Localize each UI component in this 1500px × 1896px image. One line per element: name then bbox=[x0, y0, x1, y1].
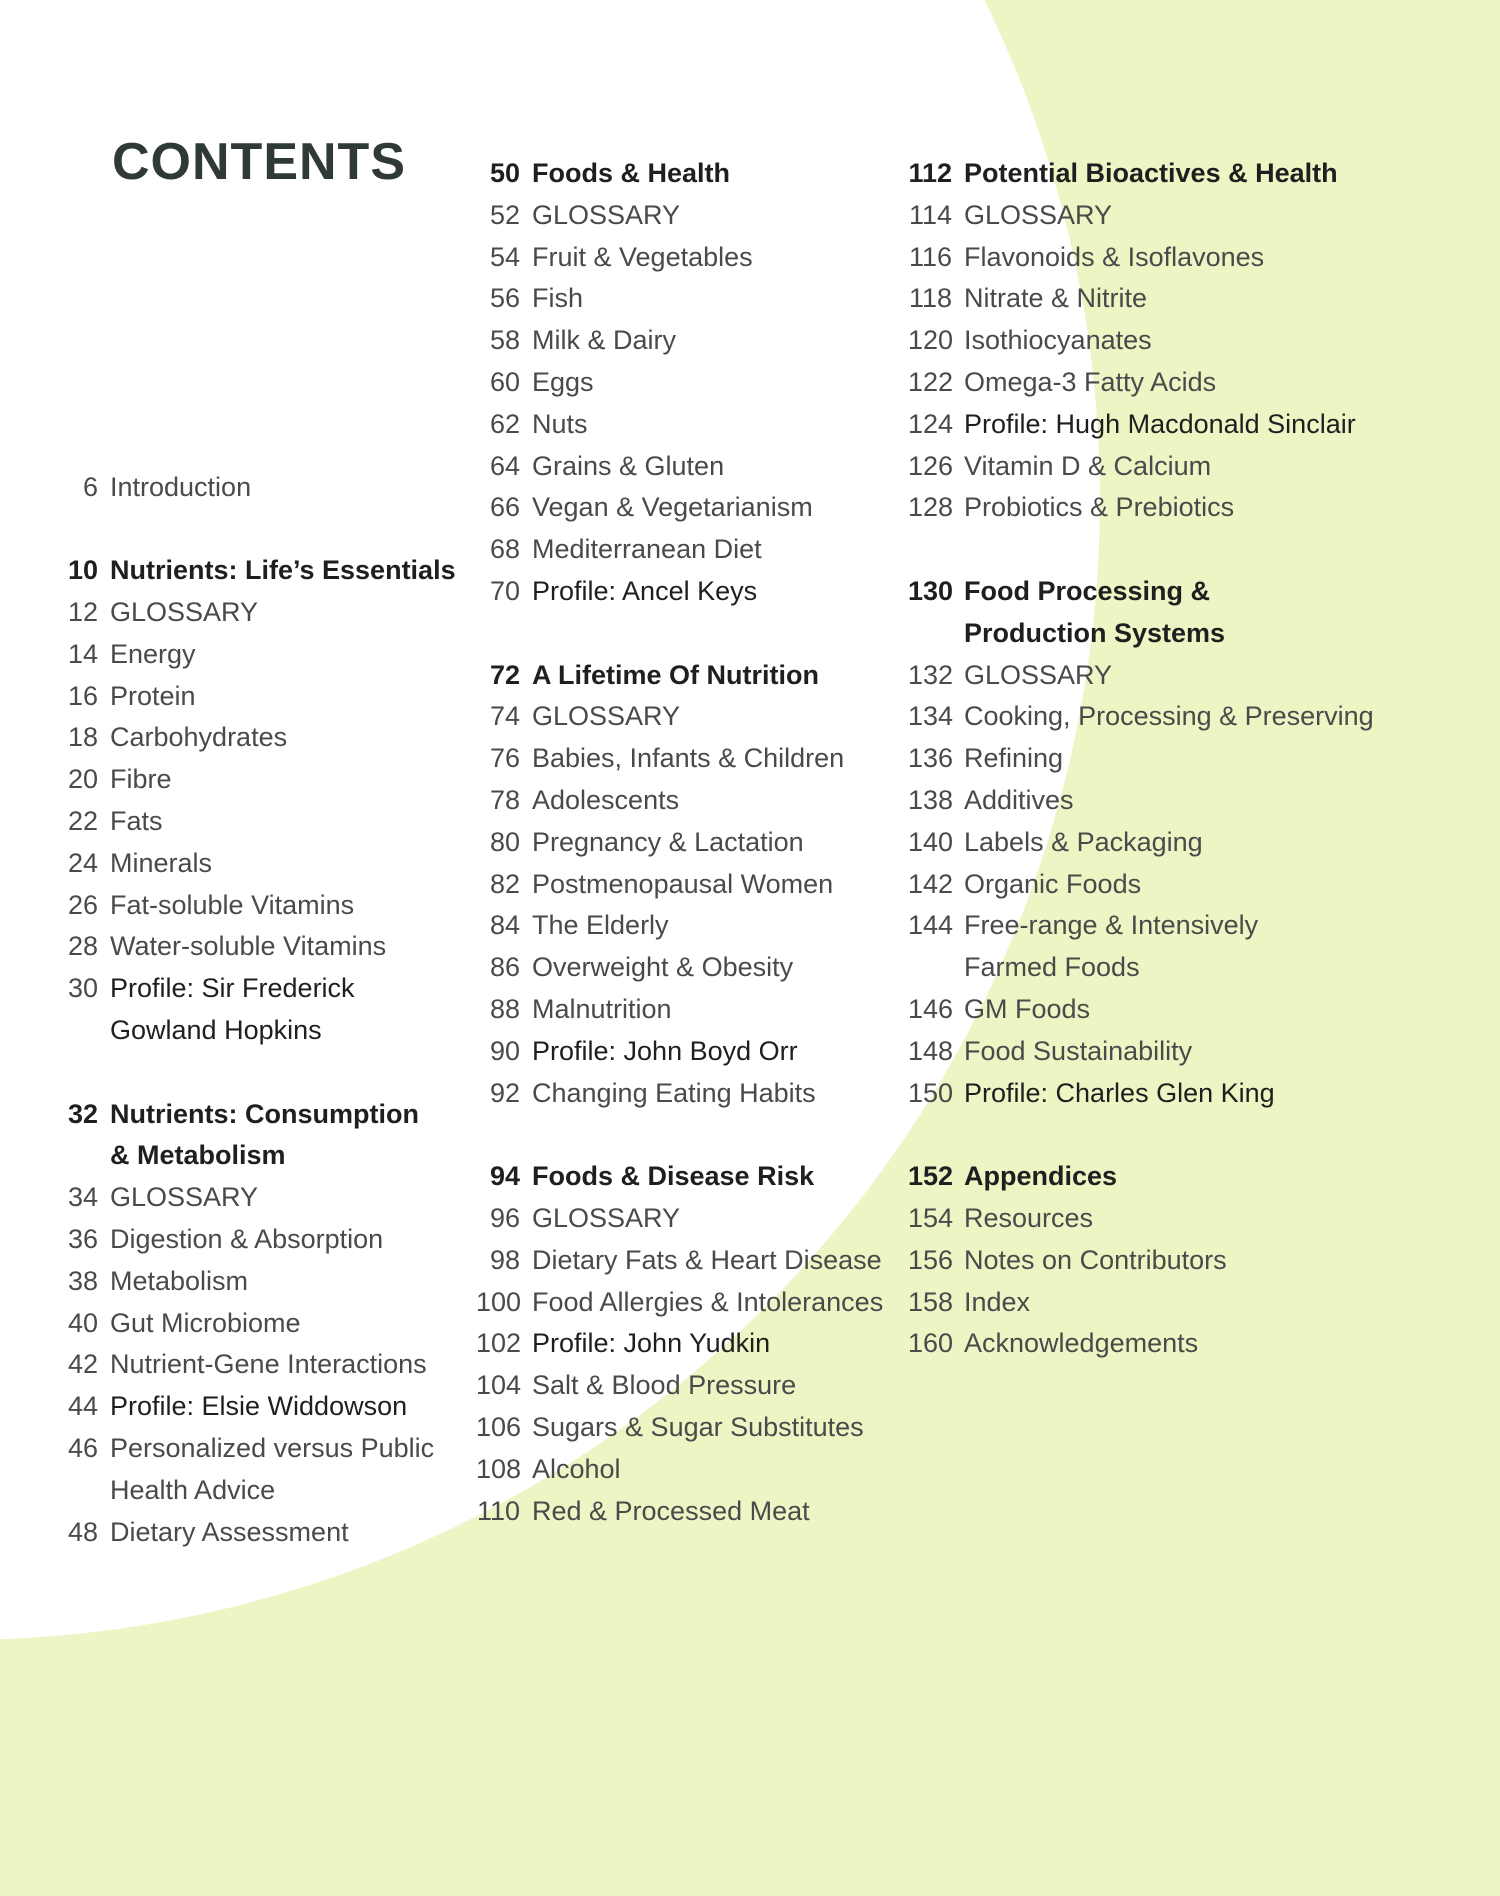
toc-page-number: 78 bbox=[489, 785, 520, 815]
toc-page-number: 142 bbox=[908, 868, 954, 899]
toc-entry bbox=[476, 403, 588, 445]
toc-entry-title: Fruit & Vegetables bbox=[532, 241, 753, 272]
toc-page-number: 154 bbox=[908, 1203, 954, 1233]
toc-entry-title: Nuts bbox=[532, 408, 588, 439]
toc-entry-title: Nitrate & Nitrite bbox=[964, 283, 1148, 314]
toc-entry-title: Foods & Health bbox=[532, 158, 731, 188]
toc-page-number: 114 bbox=[908, 199, 952, 230]
toc-page-number: 100 bbox=[476, 1286, 522, 1317]
toc-entry-title: Probiotics & Prebiotics bbox=[964, 492, 1235, 523]
toc-page-number: 32 bbox=[68, 1098, 99, 1129]
toc-entry bbox=[476, 1322, 770, 1364]
toc-entry-title: Profile: Charles Glen King bbox=[964, 1077, 1275, 1108]
toc-entry bbox=[68, 758, 172, 800]
toc-entry bbox=[68, 591, 258, 633]
toc-page-number: 74 bbox=[489, 701, 520, 732]
toc-page-number: 84 bbox=[489, 910, 520, 941]
toc-entry bbox=[908, 319, 1152, 361]
toc-entry bbox=[908, 1239, 1227, 1281]
toc-entry bbox=[68, 842, 212, 884]
toc-entry bbox=[476, 1239, 882, 1281]
toc-entry bbox=[476, 988, 672, 1030]
toc-entry bbox=[476, 737, 844, 779]
toc-page-number: 140 bbox=[908, 826, 954, 857]
toc-entry bbox=[908, 779, 1074, 821]
toc-entry bbox=[68, 884, 354, 926]
toc-entry bbox=[476, 1197, 680, 1239]
toc-entry bbox=[908, 152, 1338, 194]
toc-entry bbox=[68, 925, 386, 967]
toc-page-number: 106 bbox=[476, 1412, 522, 1442]
toc-page-number: 118 bbox=[908, 283, 952, 314]
toc-entry-title: Grains & Gluten bbox=[532, 450, 725, 481]
toc-page-number: 138 bbox=[908, 785, 954, 815]
toc-page-number: 132 bbox=[908, 659, 954, 690]
toc-page-number: 70 bbox=[489, 576, 520, 606]
toc-entry bbox=[476, 486, 813, 528]
toc-page-number: 42 bbox=[68, 1349, 99, 1380]
toc-entry-title: Dietary Assessment bbox=[110, 1516, 349, 1547]
toc-entry bbox=[476, 528, 762, 570]
toc-entry-title: Profile: Elsie Widdowson bbox=[110, 1391, 408, 1422]
toc-entry-title: Profile: John Boyd Orr bbox=[532, 1035, 798, 1066]
toc-entry-title: Milk & Dairy bbox=[532, 325, 677, 356]
toc-entry-title: Production Systems bbox=[964, 617, 1226, 648]
toc-page-number: 76 bbox=[489, 743, 520, 774]
toc-page-number: 10 bbox=[68, 555, 99, 586]
toc-entry bbox=[908, 654, 1112, 696]
toc-entry-title: Introduction bbox=[110, 471, 252, 502]
toc-page-number: 136 bbox=[908, 743, 954, 774]
toc-entry bbox=[68, 716, 287, 758]
toc-page-number: 88 bbox=[489, 994, 520, 1024]
toc-entry-title: Carbohydrates bbox=[110, 722, 288, 753]
toc-entry bbox=[68, 1093, 419, 1135]
toc-entry bbox=[908, 277, 1147, 319]
toc-page-number: 152 bbox=[908, 1161, 954, 1192]
toc-page-number: 126 bbox=[908, 450, 954, 481]
toc-page-number: 52 bbox=[489, 199, 520, 230]
toc-entry bbox=[68, 633, 196, 675]
toc-entry bbox=[908, 236, 1264, 278]
toc-page-number: 40 bbox=[68, 1307, 99, 1338]
toc-page-number: 64 bbox=[489, 450, 520, 481]
toc-page-number: 62 bbox=[489, 408, 520, 439]
toc-entry-title: Fish bbox=[532, 283, 584, 314]
toc-page-number: 20 bbox=[68, 764, 99, 795]
toc-entry-title: Additives bbox=[964, 785, 1074, 815]
toc-page-number: 86 bbox=[489, 952, 520, 983]
toc-entry-title: Salt & Blood Pressure bbox=[532, 1370, 797, 1401]
toc-page-number: 94 bbox=[489, 1161, 520, 1192]
toc-entry-title: Isothiocyanates bbox=[964, 325, 1152, 356]
toc-entry bbox=[476, 1406, 864, 1448]
toc-entry-title: Digestion & Absorption bbox=[110, 1223, 384, 1254]
toc-entry-title: Index bbox=[964, 1286, 1031, 1317]
toc-entry bbox=[68, 1009, 322, 1051]
toc-entry bbox=[476, 1490, 810, 1532]
toc-entry bbox=[476, 1448, 621, 1490]
toc-entry bbox=[476, 946, 793, 988]
toc-entry-title: Farmed Foods bbox=[964, 952, 1140, 983]
toc-entry-title: Profile: Sir Frederick bbox=[110, 973, 355, 1004]
toc-entry-title: Vitamin D & Calcium bbox=[964, 450, 1212, 481]
toc-page-number: 14 bbox=[68, 638, 99, 669]
toc-entry bbox=[908, 1072, 1275, 1114]
toc-page-number: 116 bbox=[908, 241, 952, 272]
toc-entry bbox=[908, 821, 1203, 863]
toc-page-number: 46 bbox=[68, 1432, 99, 1463]
toc-entry-title: GLOSSARY bbox=[964, 199, 1113, 230]
toc-page-number: 112 bbox=[908, 158, 952, 188]
toc-page-number: 58 bbox=[489, 325, 520, 356]
toc-entry bbox=[476, 361, 594, 403]
toc-page-number: 72 bbox=[489, 659, 520, 690]
toc-entry bbox=[476, 277, 583, 319]
toc-page-number: 68 bbox=[489, 534, 520, 565]
toc-entry-title: Food Sustainability bbox=[964, 1035, 1193, 1066]
toc-page-number: 12 bbox=[68, 596, 99, 627]
toc-page-number: 108 bbox=[476, 1453, 522, 1484]
toc-entry bbox=[68, 1302, 301, 1344]
toc-page-number: 96 bbox=[489, 1203, 520, 1233]
toc-page-number: 36 bbox=[68, 1223, 99, 1254]
toc-page-number: 22 bbox=[68, 805, 99, 836]
toc-page-number: 16 bbox=[68, 680, 99, 711]
toc-entry bbox=[68, 466, 251, 508]
toc-entry bbox=[908, 445, 1211, 487]
toc-entry-title: Changing Eating Habits bbox=[532, 1077, 816, 1108]
toc-entry-title: Sugars & Sugar Substitutes bbox=[532, 1412, 864, 1442]
toc-entry bbox=[476, 779, 679, 821]
toc-entry bbox=[908, 863, 1141, 905]
toc-entry-title: Protein bbox=[110, 680, 196, 711]
toc-entry-title: Profile: Hugh Macdonald Sinclair bbox=[964, 408, 1356, 439]
toc-entry bbox=[68, 1134, 286, 1176]
toc-entry-title: Profile: Ancel Keys bbox=[532, 576, 758, 606]
toc-entry-title: Overweight & Obesity bbox=[532, 952, 794, 983]
toc-entry bbox=[68, 800, 163, 842]
toc-entry bbox=[908, 904, 1258, 946]
toc-entry-title: Potential Bioactives & Health bbox=[964, 158, 1338, 188]
toc-entry bbox=[908, 946, 1140, 988]
toc-page-number: 146 bbox=[908, 994, 954, 1024]
toc-page-number: 30 bbox=[68, 973, 99, 1004]
toc-entry-title: Gowland Hopkins bbox=[110, 1014, 322, 1045]
toc-entry-title: Nutrients: Consumption bbox=[110, 1098, 419, 1129]
toc-entry-title: Acknowledgements bbox=[964, 1328, 1199, 1359]
toc-entry-title: Nutrient-Gene Interactions bbox=[110, 1349, 427, 1380]
toc-entry-title: Organic Foods bbox=[964, 868, 1142, 899]
toc-page-number: 98 bbox=[489, 1244, 520, 1275]
toc-page-number: 60 bbox=[489, 367, 520, 397]
toc-entry-title: Fibre bbox=[110, 764, 172, 795]
toc-entry bbox=[908, 486, 1234, 528]
toc-page-number: 28 bbox=[68, 931, 99, 962]
toc-entry-title: Babies, Infants & Children bbox=[532, 743, 845, 774]
toc-entry bbox=[476, 821, 804, 863]
toc-entry bbox=[476, 904, 669, 946]
toc-entry bbox=[68, 1260, 248, 1302]
toc-entry-title: GLOSSARY bbox=[532, 701, 681, 732]
toc-entry bbox=[908, 403, 1356, 445]
toc-entry bbox=[68, 1511, 349, 1553]
toc-entry bbox=[908, 695, 1374, 737]
toc-page-number: 44 bbox=[68, 1391, 99, 1422]
toc-page-number: 150 bbox=[908, 1077, 954, 1108]
page-title: CONTENTS bbox=[112, 133, 406, 191]
toc-page-number: 130 bbox=[908, 576, 954, 606]
toc-entry-title: Dietary Fats & Heart Disease bbox=[532, 1244, 882, 1275]
toc-page-number: 56 bbox=[489, 283, 520, 314]
toc-entry bbox=[68, 1469, 275, 1511]
toc-entry-title: Cooking, Processing & Preserving bbox=[964, 701, 1374, 732]
toc-entry bbox=[476, 1030, 798, 1072]
toc-entry-title: Metabolism bbox=[110, 1265, 249, 1296]
toc-entry-title: Free-range & Intensively bbox=[964, 910, 1259, 941]
toc-entry-title: Vegan & Vegetarianism bbox=[532, 492, 813, 523]
toc-page-number: 160 bbox=[908, 1328, 954, 1359]
toc-entry-title: Appendices bbox=[964, 1161, 1118, 1192]
toc-entry bbox=[476, 1072, 816, 1114]
toc-page-number: 34 bbox=[68, 1182, 99, 1213]
toc-entry bbox=[476, 319, 676, 361]
toc-page-number: 156 bbox=[908, 1244, 954, 1275]
toc-entry-title: Personalized versus Public bbox=[110, 1432, 435, 1463]
toc-entry-title: Adolescents bbox=[532, 785, 680, 815]
toc-entry bbox=[476, 236, 753, 278]
toc-entry-title: Refining bbox=[964, 743, 1064, 774]
toc-entry bbox=[908, 612, 1225, 654]
toc-entry bbox=[908, 361, 1216, 403]
toc-entry-title: Food Processing & bbox=[964, 576, 1211, 606]
toc-entry bbox=[68, 675, 196, 717]
toc-page-number: 120 bbox=[908, 325, 954, 356]
toc-entry bbox=[908, 1155, 1117, 1197]
toc-page-number: 80 bbox=[489, 826, 520, 857]
toc-entry-title: GLOSSARY bbox=[964, 659, 1113, 690]
toc-entry-title: GLOSSARY bbox=[532, 1203, 681, 1233]
toc-entry bbox=[68, 1427, 434, 1469]
toc-page-number: 92 bbox=[489, 1077, 520, 1108]
toc-entry-title: Health Advice bbox=[110, 1474, 276, 1505]
toc-page-number: 104 bbox=[476, 1370, 522, 1401]
toc-entry bbox=[908, 988, 1090, 1030]
toc-entry-title: Labels & Packaging bbox=[964, 826, 1203, 857]
toc-entry-title: GLOSSARY bbox=[532, 199, 681, 230]
toc-entry-title: Omega-3 Fatty Acids bbox=[964, 367, 1217, 397]
toc-page-number: 26 bbox=[68, 889, 99, 920]
toc-entry-title: Notes on Contributors bbox=[964, 1244, 1227, 1275]
toc-page-number: 122 bbox=[908, 367, 954, 397]
toc-entry-title: GLOSSARY bbox=[110, 596, 259, 627]
toc-page-number: 110 bbox=[476, 1495, 520, 1526]
toc-entry bbox=[476, 654, 819, 696]
toc-entry-title: The Elderly bbox=[532, 910, 669, 941]
toc-page-number: 6 bbox=[82, 471, 98, 502]
toc-entry-title: Eggs bbox=[532, 367, 594, 397]
toc-entry bbox=[908, 1030, 1192, 1072]
toc-entry bbox=[68, 1176, 258, 1218]
toc-page-number: 124 bbox=[908, 408, 954, 439]
toc-page-number: 48 bbox=[68, 1516, 99, 1547]
toc-page-number: 144 bbox=[908, 910, 954, 941]
toc-entry bbox=[476, 1155, 814, 1197]
toc-entry-title: Mediterranean Diet bbox=[532, 534, 762, 565]
toc-entry-title: Nutrients: Life’s Essentials bbox=[110, 555, 456, 586]
toc-entry-title: & Metabolism bbox=[110, 1140, 286, 1171]
toc-page-number: 66 bbox=[489, 492, 520, 523]
toc-entry-title: Flavonoids & Isoflavones bbox=[964, 241, 1265, 272]
toc-entry-title: Profile: John Yudkin bbox=[532, 1328, 771, 1359]
toc-entry-title: GM Foods bbox=[964, 994, 1091, 1024]
toc-entry-title: Minerals bbox=[110, 847, 213, 878]
toc-entry bbox=[476, 695, 680, 737]
toc-entry bbox=[476, 445, 724, 487]
toc-entry-title: Food Allergies & Intolerances bbox=[532, 1286, 884, 1317]
toc-entry bbox=[476, 1281, 883, 1323]
toc-entry bbox=[908, 1322, 1198, 1364]
toc-page-number: 148 bbox=[908, 1035, 954, 1066]
toc-page-number: 128 bbox=[908, 492, 954, 523]
toc-entry bbox=[908, 194, 1112, 236]
toc-page-number: 24 bbox=[68, 847, 99, 878]
toc-entry bbox=[476, 152, 730, 194]
toc-entry-title: Alcohol bbox=[532, 1453, 621, 1484]
toc-page-number: 90 bbox=[489, 1035, 520, 1066]
toc-entry-title: GLOSSARY bbox=[110, 1182, 259, 1213]
toc-entry-title: Energy bbox=[110, 638, 196, 669]
toc-entry bbox=[476, 194, 680, 236]
toc-entry-title: Postmenopausal Women bbox=[532, 868, 834, 899]
toc-entry bbox=[908, 1197, 1093, 1239]
toc-entry bbox=[68, 967, 355, 1009]
toc-entry bbox=[68, 1343, 427, 1385]
toc-entry-title: Red & Processed Meat bbox=[532, 1495, 810, 1526]
toc-entry-title: A Lifetime Of Nutrition bbox=[532, 659, 819, 690]
toc-page-number: 54 bbox=[489, 241, 520, 272]
toc-entry bbox=[68, 1218, 383, 1260]
toc-entry-title: Resources bbox=[964, 1203, 1094, 1233]
toc-entry bbox=[908, 1281, 1030, 1323]
toc-entry bbox=[68, 1385, 407, 1427]
toc-entry-title: Fats bbox=[110, 805, 163, 836]
toc-entry bbox=[476, 863, 833, 905]
toc-entry-title: Malnutrition bbox=[532, 994, 672, 1024]
toc-page-number: 102 bbox=[476, 1328, 522, 1359]
toc-entry bbox=[68, 549, 456, 591]
toc-entry bbox=[476, 1364, 796, 1406]
toc-entry-title: Gut Microbiome bbox=[110, 1307, 301, 1338]
toc-page-number: 38 bbox=[68, 1265, 99, 1296]
toc-entry bbox=[476, 570, 757, 612]
toc-page-number: 50 bbox=[489, 158, 520, 188]
toc-entry-title: Water-soluble Vitamins bbox=[110, 931, 387, 962]
toc-page-number: 134 bbox=[908, 701, 954, 732]
toc-entry-title: Fat-soluble Vitamins bbox=[110, 889, 355, 920]
toc-page-number: 18 bbox=[68, 722, 99, 753]
toc-entry bbox=[908, 570, 1210, 612]
toc-entry-title: Foods & Disease Risk bbox=[532, 1161, 815, 1192]
toc-page-number: 82 bbox=[489, 868, 520, 899]
toc-page-number: 158 bbox=[908, 1286, 954, 1317]
toc-entry bbox=[908, 737, 1063, 779]
toc-entry-title: Pregnancy & Lactation bbox=[532, 826, 804, 857]
